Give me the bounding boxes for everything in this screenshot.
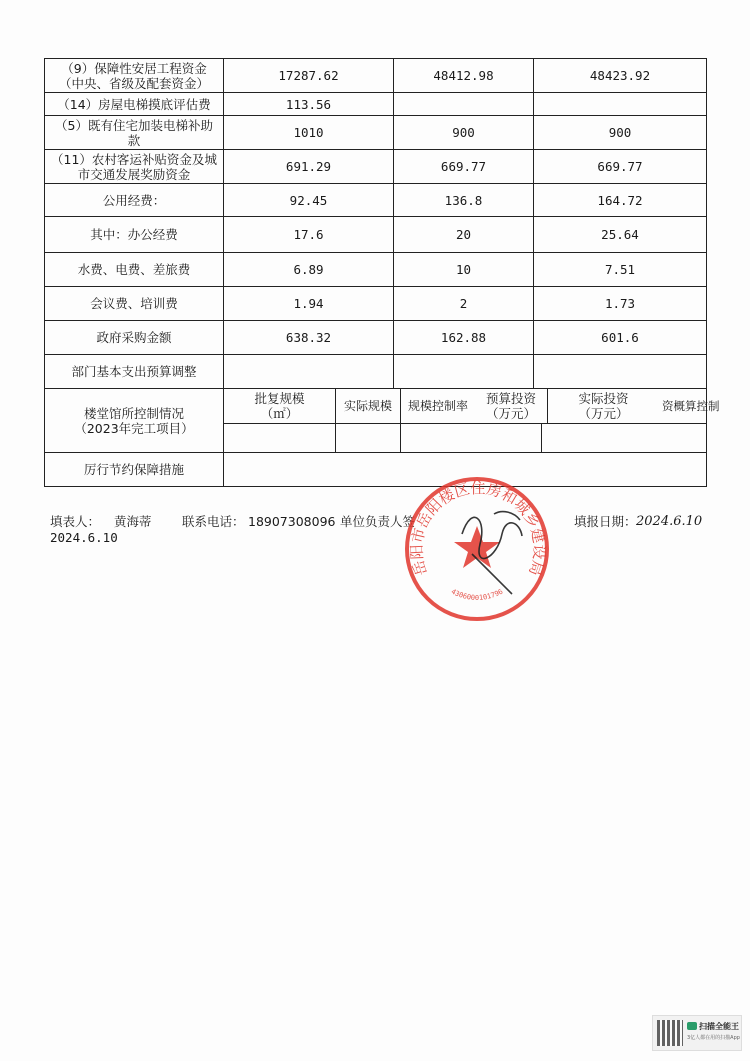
row-value-v2: 900 (394, 116, 534, 150)
table-row (45, 184, 707, 217)
row-value-v3: 669.77 (534, 150, 707, 184)
header-budget-invest: 预算投资 （万元） (475, 389, 548, 423)
row-label: 政府采购金额 (45, 321, 224, 355)
row-value-v2: 10 (394, 253, 534, 287)
row-label: 会议费、培训费 (45, 287, 224, 321)
table-row (45, 150, 707, 184)
table-row (45, 59, 707, 93)
row-label: 其中：办公经费 (45, 217, 224, 253)
row-value-v1: 17.6 (224, 217, 394, 253)
row-value-v1: 17287.62 (224, 59, 394, 93)
table-row (45, 287, 707, 321)
saving-measures-label: 厉行节约保障措施 (45, 453, 224, 487)
row-label: （14）房屋电梯摸底评估费 (45, 93, 224, 116)
budget-table (44, 58, 720, 487)
building-control-label: 楼堂馆所控制情况 （2023年完工项目） (45, 389, 224, 453)
row-value-v2: 669.77 (394, 150, 534, 184)
row-value-v1: 1.94 (224, 287, 394, 321)
row-value-v1: 92.45 (224, 184, 394, 217)
watermark-sub: 3亿人都在用的扫描App (687, 1035, 740, 1041)
row-value-v3: 900 (534, 116, 707, 150)
fill-date-handwritten: 2024.6.10 (636, 514, 703, 529)
row-value-v2: 2 (394, 287, 534, 321)
dept-adjust-row (45, 355, 707, 389)
row-value-v1: 113.56 (224, 93, 394, 116)
row-label: 公用经费： (45, 184, 224, 217)
filler-label: 填表人： (50, 514, 101, 529)
row-value-v3: 601.6 (534, 321, 707, 355)
table-row (45, 321, 707, 355)
footer-date: 2024.6.10 (50, 530, 118, 545)
building-header-row (45, 389, 707, 424)
header-actual-scale: 实际规模 (336, 389, 401, 423)
header-control-rate: 规模控制率 (407, 398, 468, 413)
table-row (45, 253, 707, 287)
row-label: （5）既有住宅加装电梯补助 款 (45, 116, 224, 150)
qr-code-icon (657, 1020, 683, 1046)
row-label: （9）保障性安居工程资金 （中央、省级及配套资金） (45, 59, 224, 93)
phone-label: 联系电话： (182, 514, 245, 529)
fill-date-label: 填报日期： (574, 514, 637, 529)
watermark-brand: 扫描全能王 (699, 1022, 739, 1031)
header-invest-control: 资概算控制 (662, 398, 720, 413)
table-row (45, 217, 707, 253)
row-label: （11）农村客运补贴资金及城 市交通发展奖励资金 (45, 150, 224, 184)
value-approved-scale (224, 424, 336, 452)
scanner-watermark (652, 1015, 742, 1051)
value-control-rate (401, 424, 542, 452)
row-value-v1: 638.32 (224, 321, 394, 355)
seal-text: 岳阳市岳阳楼区住房和城乡建设局 (407, 479, 549, 578)
row-value-v3: 164.72 (534, 184, 707, 217)
value-invest (542, 424, 707, 452)
dept-adjust-label: 部门基本支出预算调整 (45, 355, 224, 389)
header-actual-invest: 实际投资 （万元） (578, 391, 629, 421)
row-value-v1: 691.29 (224, 150, 394, 184)
seal-code: 4306000101796 (449, 587, 505, 602)
header-approved-scale: 批复规模 （㎡） (224, 389, 336, 423)
table-row (45, 116, 707, 150)
row-value-v2 (394, 93, 534, 116)
row-label: 水费、电费、差旅费 (45, 253, 224, 287)
scanner-logo-icon (687, 1022, 697, 1030)
phone-number: 18907308096 (248, 514, 336, 529)
row-value-v2: 20 (394, 217, 534, 253)
row-value-v2: 162.88 (394, 321, 534, 355)
official-seal (402, 474, 552, 624)
filler-name: 黄海蒂 (114, 514, 152, 529)
table-row (45, 93, 707, 116)
row-value-v3 (534, 93, 707, 116)
unit-head-label: 单位负责人签 (340, 514, 416, 529)
seal-star-icon (454, 526, 500, 568)
row-value-v2: 136.8 (394, 184, 534, 217)
value-actual-scale (336, 424, 401, 452)
saving-row (45, 453, 707, 487)
row-value-v3: 48423.92 (534, 59, 707, 93)
row-value-v2: 48412.98 (394, 59, 534, 93)
row-value-v3: 1.73 (534, 287, 707, 321)
row-value-v3: 25.64 (534, 217, 707, 253)
row-value-v1: 6.89 (224, 253, 394, 287)
row-value-v3: 7.51 (534, 253, 707, 287)
row-value-v1: 1010 (224, 116, 394, 150)
